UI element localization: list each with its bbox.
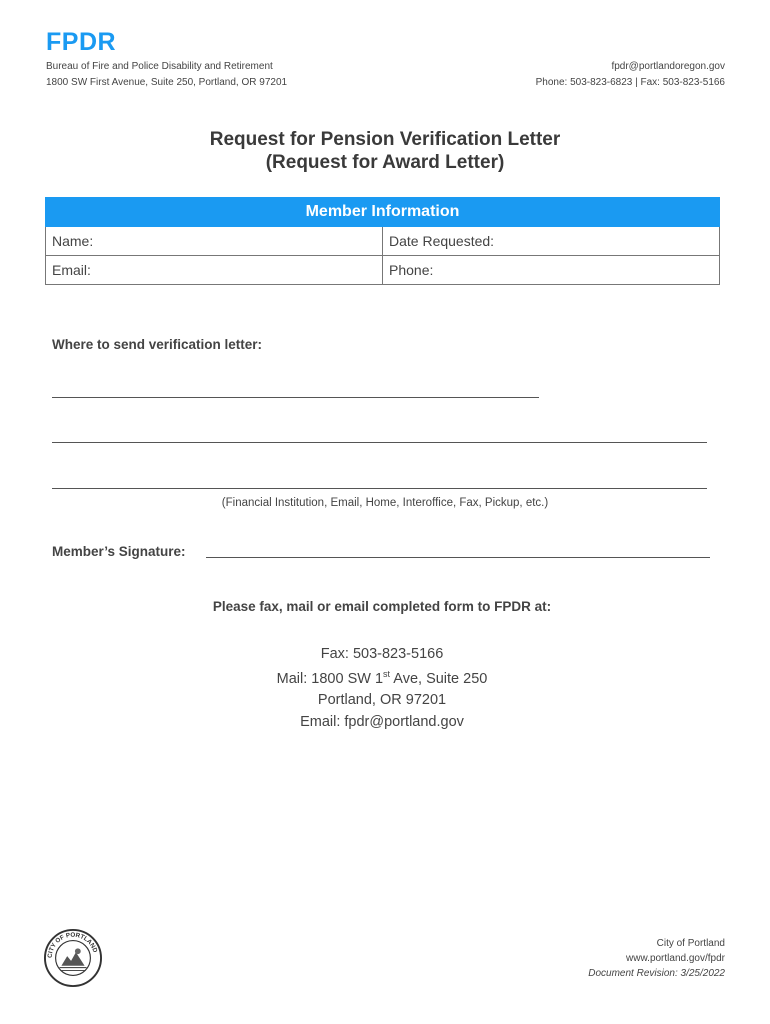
city-seal-icon bbox=[44, 929, 102, 987]
signature-line[interactable] bbox=[206, 557, 710, 558]
submission-email: Email: fpdr@portland.gov bbox=[300, 714, 464, 730]
name-field[interactable]: Name: bbox=[46, 227, 383, 256]
mail-address-prefix: Mail: 1800 SW 1 bbox=[276, 670, 384, 687]
mail-address-ordinal: st bbox=[383, 669, 391, 679]
phone-field[interactable]: Phone: bbox=[383, 256, 720, 285]
org-address: 1800 SW First Avenue, Suite 250, Portland, OR 97201 bbox=[46, 77, 288, 88]
document-revision: Document Revision: 3/25/2022 bbox=[588, 968, 725, 979]
send-address-line-3[interactable] bbox=[52, 488, 707, 489]
form-title: Request for Pension Verification Letter bbox=[209, 129, 561, 150]
seal-lettering: CITY OF PORTLAND bbox=[46, 931, 99, 959]
form-subtitle: (Request for Award Letter) bbox=[265, 152, 505, 173]
mail-address bbox=[0, 669, 764, 687]
send-letter-label: Where to send verification letter: bbox=[52, 337, 263, 352]
date-requested-field[interactable]: Date Requested: bbox=[383, 227, 720, 256]
mail-city: Portland, OR 97201 bbox=[317, 692, 447, 708]
member-information-heading: Member Information bbox=[46, 198, 720, 227]
contact-email[interactable]: fpdr@portlandoregon.gov bbox=[611, 61, 725, 72]
fax-number: Fax: 503-823-5166 bbox=[320, 646, 444, 662]
email-field[interactable]: Email: bbox=[46, 256, 383, 285]
footer-website[interactable]: www.portland.gov/fpdr bbox=[626, 953, 725, 964]
mail-address-suffix: Ave, Suite 250 bbox=[390, 670, 488, 687]
submission-instruction: Please fax, mail or email completed form to FPDR at: bbox=[212, 599, 552, 614]
contact-phone: Phone: 503-823-6823 | Fax: 503-823-5166 bbox=[535, 77, 725, 88]
send-address-line-1[interactable] bbox=[52, 397, 539, 398]
send-address-line-2[interactable] bbox=[52, 442, 707, 443]
member-information-table bbox=[45, 197, 720, 285]
signature-label: Member’s Signature: bbox=[52, 544, 186, 559]
fpdr-logo: FPDR bbox=[46, 28, 117, 56]
org-name: Bureau of Fire and Police Disability and Retirement bbox=[46, 61, 273, 72]
footer-city: City of Portland bbox=[656, 938, 725, 949]
send-options-hint: (Financial Institution, Email, Home, Interoffice, Fax, Pickup, etc.) bbox=[221, 497, 549, 509]
